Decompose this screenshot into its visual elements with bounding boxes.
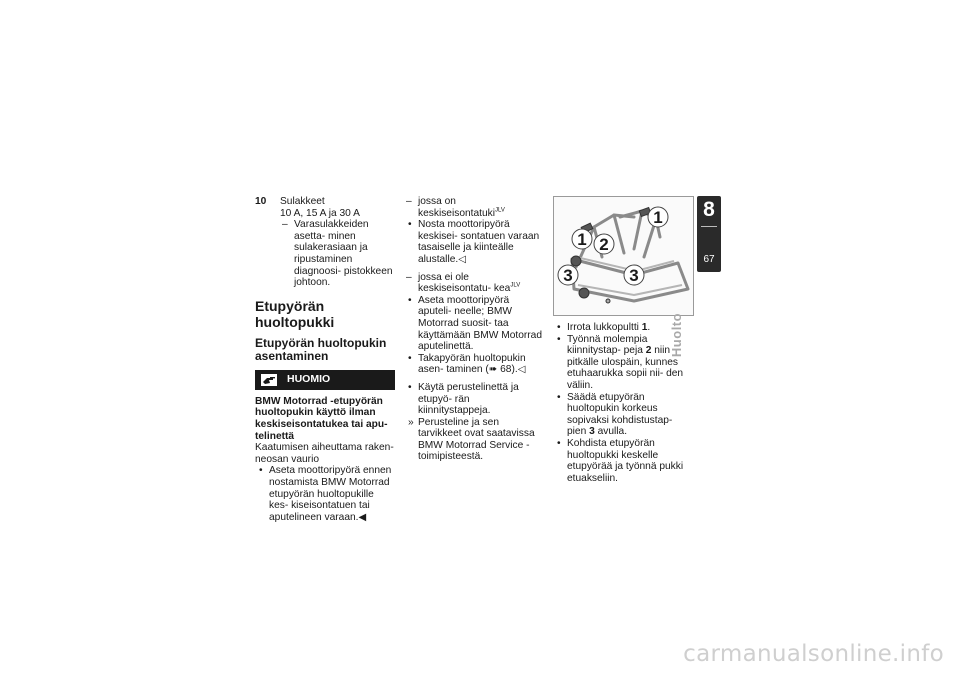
callout-label: 1 xyxy=(577,230,587,249)
option-sup: JLV xyxy=(495,207,505,214)
section-heading: Etupyörän huoltopukki xyxy=(255,297,335,330)
bullet-step xyxy=(567,392,693,438)
step-text: Irrota lukkopultti xyxy=(567,322,642,333)
callout-3-right xyxy=(624,265,644,285)
subsection-heading: Etupyörän huoltopukin asentaminen xyxy=(255,335,387,364)
callout-label: 2 xyxy=(599,235,609,254)
bullet-item: • Käytä perustelinettä ja etupyö- rän kiinnitystappeja. xyxy=(418,382,544,417)
callout-label: 1 xyxy=(653,208,663,227)
notice-banner xyxy=(255,370,395,390)
dash-no-center-stand xyxy=(418,272,544,295)
step-ref: 3 xyxy=(589,426,595,438)
item-10 xyxy=(255,196,395,289)
result-item: » Perusteline ja sen tarvikkeet ovat saatavissa BMW Motorrad Service -toimipisteestä. xyxy=(418,417,544,463)
page-number: 67 xyxy=(703,254,715,265)
bullet-item: • Aseta moottoripyörä aputeli- neelle; BMW Motorrad suosit- taa käyttämään BMW Motorrad aputelinettä. xyxy=(418,295,544,353)
front-wheel-stand-drawing xyxy=(554,197,693,315)
item-title: Sulakkeet xyxy=(280,196,325,207)
column-1 xyxy=(255,196,395,523)
notice-label: HUOMIO xyxy=(287,372,331,385)
callout-label: 3 xyxy=(563,266,573,285)
bullet-step: • Kohdista etupyörän huoltopukki keskelle etupyörää ja työnnä pukki etuakseliin. xyxy=(567,438,693,484)
item-dash-text: – Varasulakkeiden asetta- minen sulakerasiaan ja ripustaminen diagnoosi- pistokkeen johtoon. xyxy=(294,219,395,289)
callout-2 xyxy=(594,234,614,254)
column-2 xyxy=(404,196,544,463)
step-text: . xyxy=(647,322,651,333)
step-ref: 2 xyxy=(645,345,652,357)
notice-text: Kaatumisen aiheuttama raken- neosan vaurio xyxy=(255,442,394,465)
chapter-number: 8 xyxy=(703,198,715,221)
watermark: carmanualsonline.info xyxy=(683,641,944,667)
dash-center-stand xyxy=(418,196,544,219)
bullet-item: • Nosta moottoripyörä keskisei- sontatuen varaan tasaiselle ja kiinteälle alustalle.◁ xyxy=(418,219,544,265)
step-text: avulla. xyxy=(594,426,628,438)
step-text: Säädä etupyörän huoltopukin korkeus sopivaksi kohdistustap- pien xyxy=(567,391,673,438)
callout-1-top xyxy=(648,207,668,227)
option-sup: JLV xyxy=(510,282,521,289)
callout-3-left xyxy=(558,265,578,285)
chapter-tab xyxy=(697,196,721,272)
stand-illustration xyxy=(553,196,694,316)
dash-text: jossa ei ole keskiseisontatu- kea xyxy=(418,271,511,295)
section-name: Huolto xyxy=(669,312,685,358)
callout-1-left xyxy=(572,229,592,249)
bullet-item: • Takapyörän huoltopukin asen- taminen (➠ 68).◁ xyxy=(418,353,544,376)
hand-warning-icon xyxy=(261,374,277,386)
section-side-label xyxy=(669,275,718,358)
notice-bullet: • Aseta moottoripyörä ennen nostamista BMW Motorrad etupyörän huoltopukille kes- kiseisontatuen tai aputelineen varaan.◀ xyxy=(269,465,395,523)
step-text: niin pitkälle ulospäin, kunnes etuhaarukka sopii nii- den väliin. xyxy=(567,345,684,391)
dash-text: jossa on keskiseisontatuki xyxy=(418,196,496,219)
step-text: Työnnä molempia kiinnitystap- peja xyxy=(567,333,648,357)
item-values: 10 A, 15 A ja 30 A xyxy=(280,207,360,219)
notice-title: BMW Motorrad -etupyörän huoltopukin käyttö ilman keskiseisontatukea tai apu- telinettä xyxy=(255,395,388,442)
item-number: 10 xyxy=(255,196,267,207)
step-ref: 1 xyxy=(641,322,648,333)
callout-label: 3 xyxy=(629,266,639,285)
tab-divider xyxy=(701,226,717,227)
